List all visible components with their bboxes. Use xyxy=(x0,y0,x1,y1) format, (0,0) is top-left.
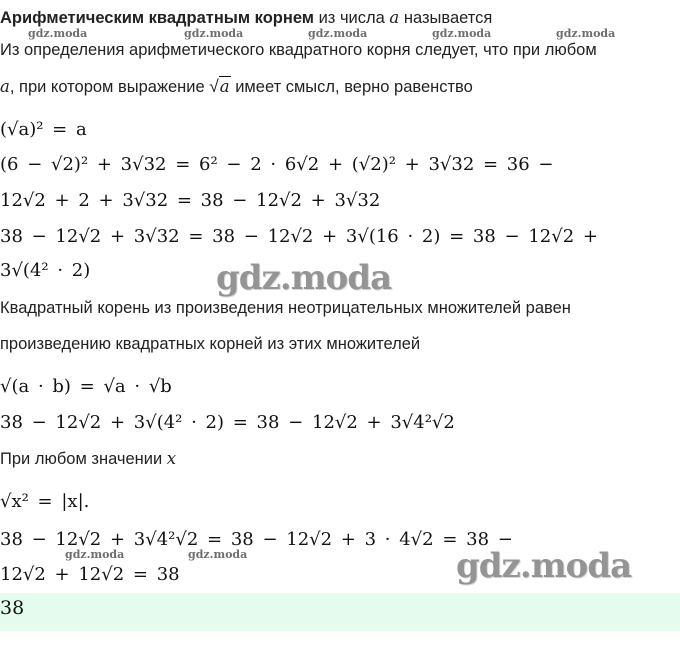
definition-end: называется xyxy=(399,9,493,27)
step1-line-a: (6 − √2)² + 3√32 = 6² − 2 · 6√2 + (√2)² + 3√32 = 36 − xyxy=(0,154,554,175)
watermark-big: gdz.moda xyxy=(216,258,392,298)
watermark-small: gdz.moda xyxy=(308,27,368,40)
answer-value: 38 xyxy=(0,597,25,619)
step4-line-b: 12√2 + 12√2 = 38 xyxy=(0,564,180,585)
step4-line-a: 38 − 12√2 + 3√4²√2 = 38 − 12√2 + 3 · 4√2 = 38 − xyxy=(0,529,513,550)
watermark-small: gdz.moda xyxy=(432,27,492,40)
definition-var: a xyxy=(389,8,400,27)
step3-line: 38 − 12√2 + 3√(4² · 2) = 38 − 12√2 + 3√4²√2 xyxy=(0,412,455,433)
answer-block xyxy=(0,593,680,631)
condition-line xyxy=(0,75,473,98)
any-value-var: x xyxy=(166,449,177,468)
consequence-line: Из определения арифметического квадратного корня следует, что при любом xyxy=(0,41,597,59)
condition-radical: √a xyxy=(209,76,230,96)
definition-rest: из числа xyxy=(314,9,390,27)
rule-text-a: Квадратный корень из произведения неотрицательных множителей равен xyxy=(0,299,571,317)
identity-formula: (√a)² = a xyxy=(0,119,87,140)
step2-line-b: 3√(4² · 2) xyxy=(0,260,91,281)
step2-line-a: 38 − 12√2 + 3√32 = 38 − 12√2 + 3√(16 · 2) = 38 − 12√2 + xyxy=(0,226,598,247)
condition-middle: , при котором выражение xyxy=(9,78,210,96)
watermark-small: gdz.moda xyxy=(28,27,88,40)
watermark-small: gdz.moda xyxy=(188,548,248,561)
definition-line xyxy=(0,7,492,29)
product-rule-formula: √(a · b) = √a · √b xyxy=(0,376,172,397)
any-value-text: При любом значении xyxy=(0,450,167,468)
rule-text-b: произведению квадратных корней из этих множителей xyxy=(0,335,421,353)
watermark-big: gdz.moda xyxy=(456,546,632,586)
condition-end: имеет смысл, верно равенство xyxy=(230,78,473,96)
step1-line-b: 12√2 + 2 + 3√32 = 38 − 12√2 + 3√32 xyxy=(0,190,381,211)
abs-rule-formula: √x² = |x|. xyxy=(0,491,90,512)
watermark-small: gdz.moda xyxy=(556,27,616,40)
any-value-line xyxy=(0,448,176,470)
watermark-small: gdz.moda xyxy=(184,27,244,40)
condition-var: a xyxy=(0,77,10,96)
definition-term: Арифметическим квадратным корнем xyxy=(0,9,314,27)
watermark-small: gdz.moda xyxy=(65,548,125,561)
